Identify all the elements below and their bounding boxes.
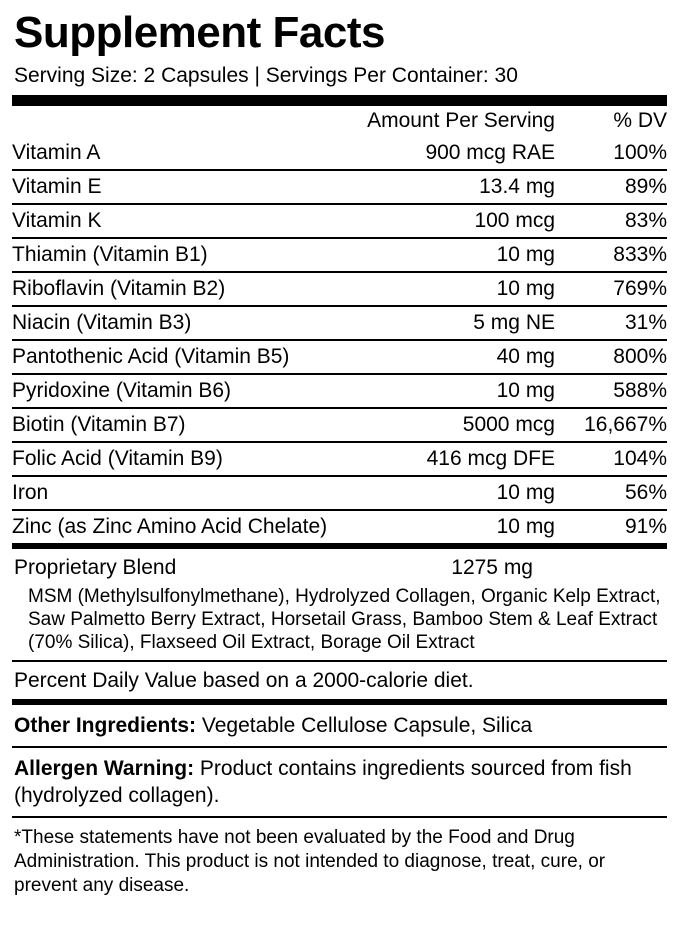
- nutrient-dv: 833%: [555, 238, 667, 272]
- nutrient-name: Pantothenic Acid (Vitamin B5): [12, 340, 352, 374]
- table-row: [12, 137, 667, 170]
- table-row: [12, 238, 667, 272]
- page-title: Supplement Facts: [14, 8, 385, 57]
- table-row: [12, 408, 667, 442]
- other-ingredients-label: Other Ingredients:: [14, 714, 197, 737]
- proprietary-blend-amount: 1275 mg: [451, 556, 533, 579]
- nutrient-amount: 5 mg NE: [352, 306, 555, 340]
- proprietary-blend-name: Proprietary Blend: [14, 556, 177, 579]
- nutrient-amount: 5000 mcg: [352, 408, 555, 442]
- nutrient-name: Pyridoxine (Vitamin B6): [12, 374, 352, 408]
- nutrient-name: Iron: [12, 476, 352, 510]
- proprietary-blend-row: [12, 549, 667, 583]
- nutrient-amount: 40 mg: [352, 340, 555, 374]
- table-row: [12, 476, 667, 510]
- header-blank: [12, 106, 352, 137]
- nutrient-dv: 769%: [555, 272, 667, 306]
- nutrient-name: Zinc (as Zinc Amino Acid Chelate): [12, 515, 328, 538]
- nutrient-amount: 10 mg: [352, 476, 555, 510]
- nutrient-amount: 10 mg: [352, 272, 555, 306]
- nutrient-name: Folic Acid (Vitamin B9): [12, 442, 352, 476]
- header-percent-dv: % DV: [613, 109, 667, 132]
- nutrient-dv: 104%: [555, 442, 667, 476]
- nutrient-name: Vitamin K: [12, 204, 352, 238]
- fda-disclaimer: *These statements have not been evaluated by the Food and Drug Administration. This product is not intended to diagnose, treat, cure, or prevent any disease.: [14, 827, 606, 896]
- nutrient-name: Riboflavin (Vitamin B2): [12, 272, 352, 306]
- table-row: [12, 442, 667, 476]
- other-ingredients: [12, 705, 667, 746]
- nutrient-dv: 588%: [555, 374, 667, 408]
- table-header-row: [12, 106, 667, 137]
- nutrient-amount: 900 mcg RAE: [352, 137, 555, 170]
- nutrient-name: Vitamin E: [12, 170, 352, 204]
- nutrient-name: Vitamin A: [12, 137, 352, 170]
- table-row: [12, 306, 667, 340]
- nutrient-amount: 13.4 mg: [352, 170, 555, 204]
- allergen-warning-label: Allergen Warning:: [14, 757, 195, 780]
- nutrient-dv: 83%: [555, 204, 667, 238]
- nutrient-dv: 800%: [555, 340, 667, 374]
- proprietary-blend-ingredients: MSM (Methylsulfonylmethane), Hydrolyzed Collagen, Organic Kelp Extract, Saw Palmetto Berry Extract, Horsetail Grass, Bamboo Stem & Leaf Extract (70% Silica), Flaxseed Oil Extract, Borage Oil Extract: [28, 586, 661, 653]
- table-row: [12, 170, 667, 204]
- nutrient-amount: 100 mcg: [352, 204, 555, 238]
- nutrient-dv: 31%: [555, 306, 667, 340]
- table-row: [12, 272, 667, 306]
- nutrient-amount: 10 mg: [352, 374, 555, 408]
- nutrient-amount: 416 mcg DFE: [352, 442, 555, 476]
- table-row: [12, 510, 667, 543]
- nutrient-dv: 89%: [555, 170, 667, 204]
- other-ingredients-value: Vegetable Cellulose Capsule, Silica: [196, 714, 533, 737]
- nutrient-amount: 10 mg: [352, 238, 555, 272]
- allergen-warning-value: Product contains ingredients sourced from fish (hydrolyzed collagen).: [14, 757, 632, 807]
- table-row: [12, 374, 667, 408]
- nutrient-dv: 56%: [555, 476, 667, 510]
- nutrient-dv: 91%: [624, 515, 667, 538]
- nutrient-dv: 100%: [555, 137, 667, 170]
- serving-info: Serving Size: 2 Capsules | Servings Per Container: 30: [14, 64, 518, 87]
- daily-value-note: Percent Daily Value based on a 2000-calorie diet.: [14, 669, 474, 692]
- nutrient-name: Niacin (Vitamin B3): [12, 306, 352, 340]
- nutrient-amount: 10 mg: [496, 515, 555, 538]
- nutrient-table: [12, 106, 667, 543]
- nutrient-table-body: [12, 106, 667, 543]
- nutrient-dv: 16,667%: [555, 408, 667, 442]
- header-amount-per-serving: Amount Per Serving: [367, 109, 555, 132]
- nutrient-name: Biotin (Vitamin B7): [12, 408, 352, 442]
- table-row: [12, 204, 667, 238]
- divider-thick-top: [12, 95, 667, 106]
- allergen-warning: [12, 748, 667, 816]
- nutrient-name: Thiamin (Vitamin B1): [12, 238, 352, 272]
- table-row: [12, 340, 667, 374]
